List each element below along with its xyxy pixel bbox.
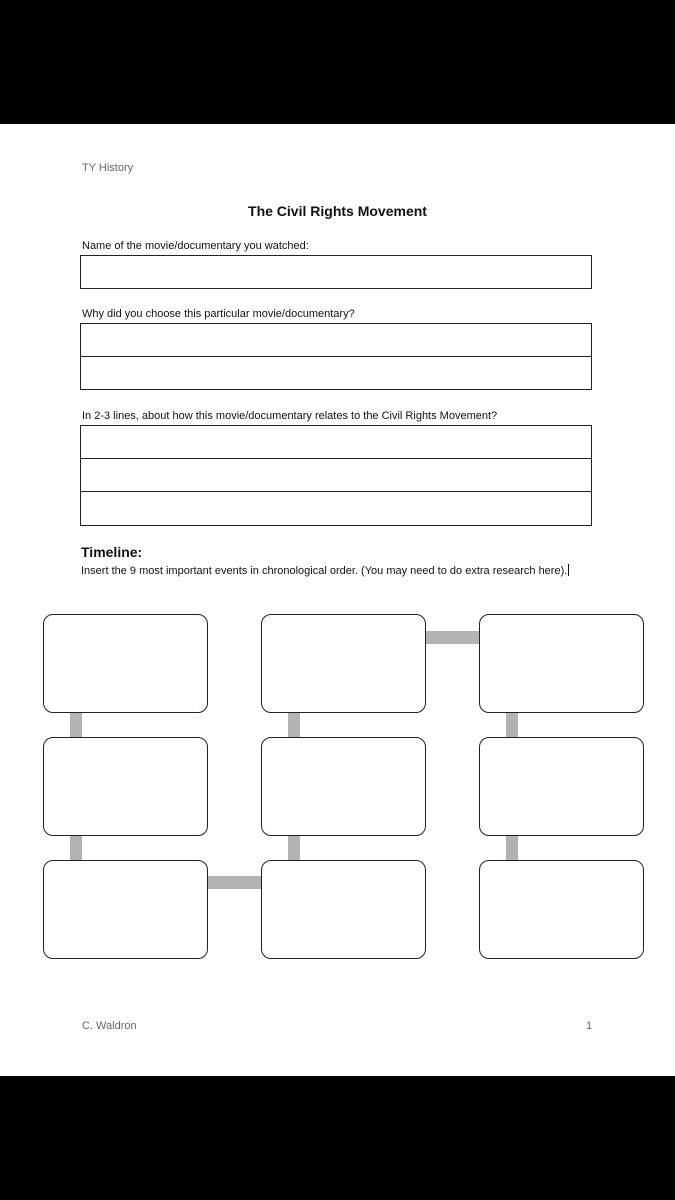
page-header: TY History <box>82 162 134 174</box>
timeline-event-box-9[interactable] <box>479 860 644 959</box>
timeline-instructions: Insert the 9 most important events in chronological order. (You may need to do extra research here). <box>81 565 568 577</box>
answer-line[interactable] <box>81 324 591 357</box>
question-3-prompt: In 2-3 lines, about how this movie/documentary relates to the Civil Rights Movement? <box>82 410 498 422</box>
page-number: 1 <box>586 1020 593 1032</box>
text-cursor <box>568 564 569 576</box>
timeline-event-box-8[interactable] <box>479 737 644 836</box>
timeline-connector <box>207 876 262 889</box>
timeline-connector <box>70 713 82 739</box>
question-1-answer-box[interactable] <box>80 255 592 289</box>
question-2-answer-box[interactable] <box>80 323 592 390</box>
document-page <box>0 124 675 1076</box>
question-3-answer-box[interactable] <box>80 425 592 526</box>
answer-line[interactable] <box>81 426 591 459</box>
timeline-connector <box>425 631 481 644</box>
answer-line[interactable] <box>81 459 591 492</box>
timeline-connector <box>506 836 518 862</box>
timeline-connector <box>506 713 518 739</box>
timeline-event-box-5[interactable] <box>261 737 426 836</box>
answer-line[interactable] <box>81 256 591 289</box>
timeline-connector <box>70 836 82 862</box>
timeline-event-box-3[interactable] <box>43 860 208 959</box>
timeline-event-box-1[interactable] <box>43 614 208 713</box>
answer-line[interactable] <box>81 357 591 390</box>
question-1-prompt: Name of the movie/documentary you watched: <box>82 240 309 252</box>
timeline-event-box-4[interactable] <box>261 860 426 959</box>
timeline-heading: Timeline: <box>81 544 143 560</box>
timeline-connector <box>288 836 300 862</box>
footer-author: C. Waldron <box>82 1020 137 1032</box>
timeline-event-box-7[interactable] <box>479 614 644 713</box>
answer-line[interactable] <box>81 492 591 525</box>
question-2-prompt: Why did you choose this particular movie/documentary? <box>82 308 355 320</box>
timeline-event-box-6[interactable] <box>261 614 426 713</box>
page-title: The Civil Rights Movement <box>248 203 427 219</box>
timeline-connector <box>288 713 300 739</box>
timeline-event-box-2[interactable] <box>43 737 208 836</box>
